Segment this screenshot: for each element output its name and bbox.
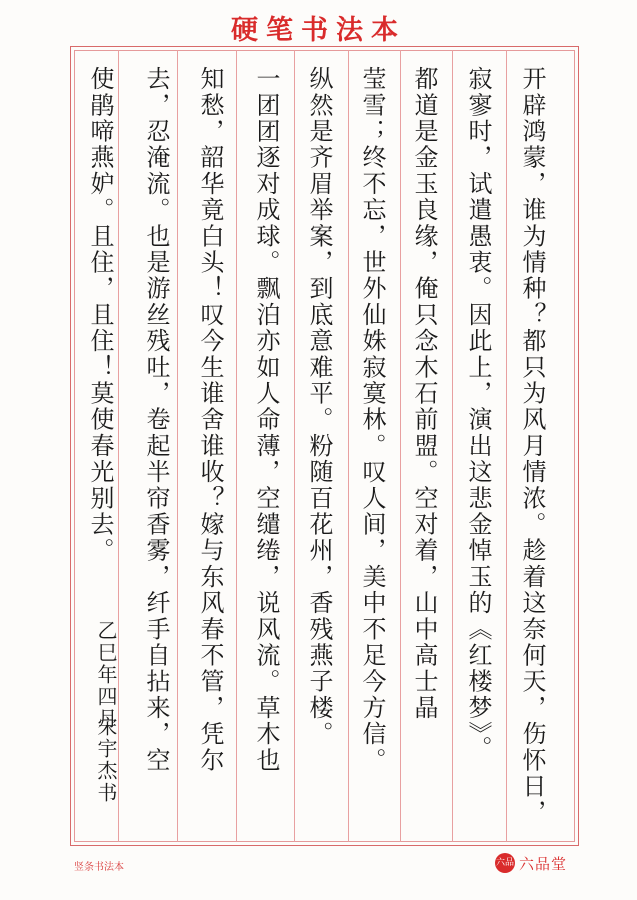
text-column-9: 使鹃啼燕妒。且住，且住！莫使春光别去。 [86, 66, 114, 564]
text-column-8: 去，忍淹流。也是游丝残吐，卷起半帘香雾，纤手自拈来，空 [142, 66, 170, 774]
text-column-6: 一团团逐对成球。飘泊亦如人命薄，空缱绻，说风流。草木也 [252, 66, 280, 774]
text-column-2: 寂寥时，试遣愚衷。因此上，演出这悲金悼玉的《红楼梦》。 [464, 66, 492, 762]
text-column-4: 莹雪；终不忘，世外仙姝寂寞林。叹人间，美中不足今方信。 [358, 66, 386, 774]
column-divider [236, 50, 237, 842]
footer-label: 竖条书法本 [74, 862, 124, 873]
seal-icon: 六品 [495, 853, 515, 873]
text-column-3: 都道是金玉良缘，俺只念木石前盟。空对着，山中高士晶 [410, 66, 438, 721]
column-divider [348, 50, 349, 842]
column-divider [294, 50, 295, 842]
column-divider [506, 50, 507, 842]
column-divider [452, 50, 453, 842]
text-column-5: 纵然是齐眉举案，到底意难平。粉随百花州，香残燕子楼。 [305, 66, 333, 748]
text-column-1: 开辟鸿蒙，谁为情种？都只为风月情浓。趁着这奈何天，伤怀日， [518, 66, 546, 826]
brand-name: 六品堂 [519, 854, 568, 873]
signature-author: 宋宇杰书 [94, 716, 118, 804]
column-divider [400, 50, 401, 842]
signature-date: 乙巳年四月 [94, 620, 118, 730]
column-divider [177, 50, 178, 842]
brand-logo [495, 850, 567, 876]
text-column-7: 知愁，韶华竟白头！叹今生谁舍谁收？嫁与东风春不管，凭尔 [196, 66, 224, 774]
page-title: 硬笔书法本 [231, 15, 406, 46]
